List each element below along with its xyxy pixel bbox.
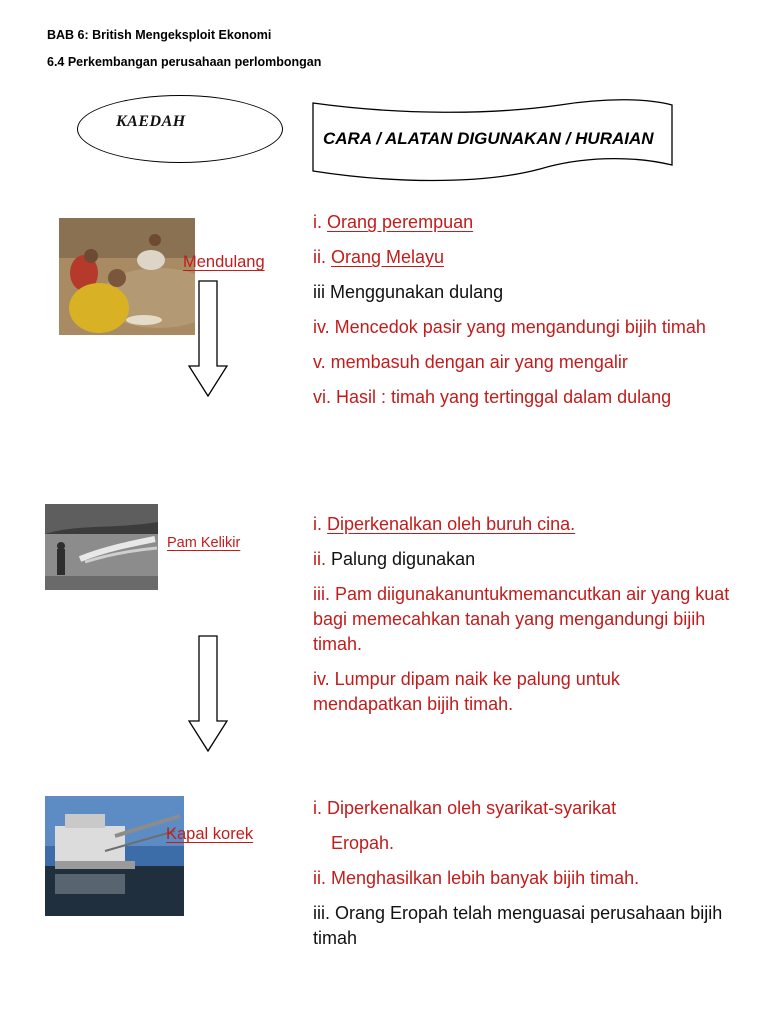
list-item: vi. Hasil : timah yang tertinggal dalam dulang [313,387,672,407]
list-item: ii. Menghasilkan lebih banyak bijih timah. [313,868,640,888]
down-arrow-icon [188,280,228,398]
method-details-pam-kelikir [313,512,733,727]
list-item: iv. Lumpur dipam naik ke palung untuk mendapatkan bijih timah. [313,669,620,714]
method-label-mendulang: Mendulang [183,253,265,271]
method-label-kapal-korek: Kapal korek [166,825,254,843]
panning-photo [59,218,195,335]
list-item: iv. Mencedok pasir yang mengandungi bijih timah [313,317,706,337]
down-arrow-icon [188,635,228,753]
list-item: iii. Orang Eropah telah menguasai perusahaan bijih timah [313,903,723,948]
method-label-pam-kelikir: Pam Kelikir [167,535,241,551]
list-item: ii. Palung digunakan [313,549,476,569]
gravel-pump-photo [45,504,158,590]
kaedah-oval [77,95,283,163]
list-item: i. Diperkenalkan oleh syarikat-syarikat [313,798,617,818]
list-item: i. Orang perempuan [313,212,474,232]
method-details-mendulang [313,210,733,420]
list-item: v. membasuh dengan air yang mengalir [313,352,628,372]
chapter-title: BAB 6: British Mengeksploit Ekonomi [47,28,272,42]
method-details-kapal-korek [313,796,733,961]
method-banner-text: CARA / ALATAN DIGUNAKAN / HURAIAN [323,129,654,148]
list-item: iii. Pam diigunakanuntukmemancutkan air yang kuat bagi memecahkan tanah yang mengandungi bijih timah. [313,584,730,654]
section-title: 6.4 Perkembangan perusahaan perlombongan [47,55,322,69]
list-item: iii Menggunakan dulang [313,282,504,302]
dredge-photo [45,796,184,916]
list-item: i. Diperkenalkan oleh buruh cina. [313,514,576,534]
list-item: Eropah. [331,833,395,853]
list-item: ii. Orang Melayu [313,247,445,267]
kaedah-label: KAEDAH [116,113,186,130]
